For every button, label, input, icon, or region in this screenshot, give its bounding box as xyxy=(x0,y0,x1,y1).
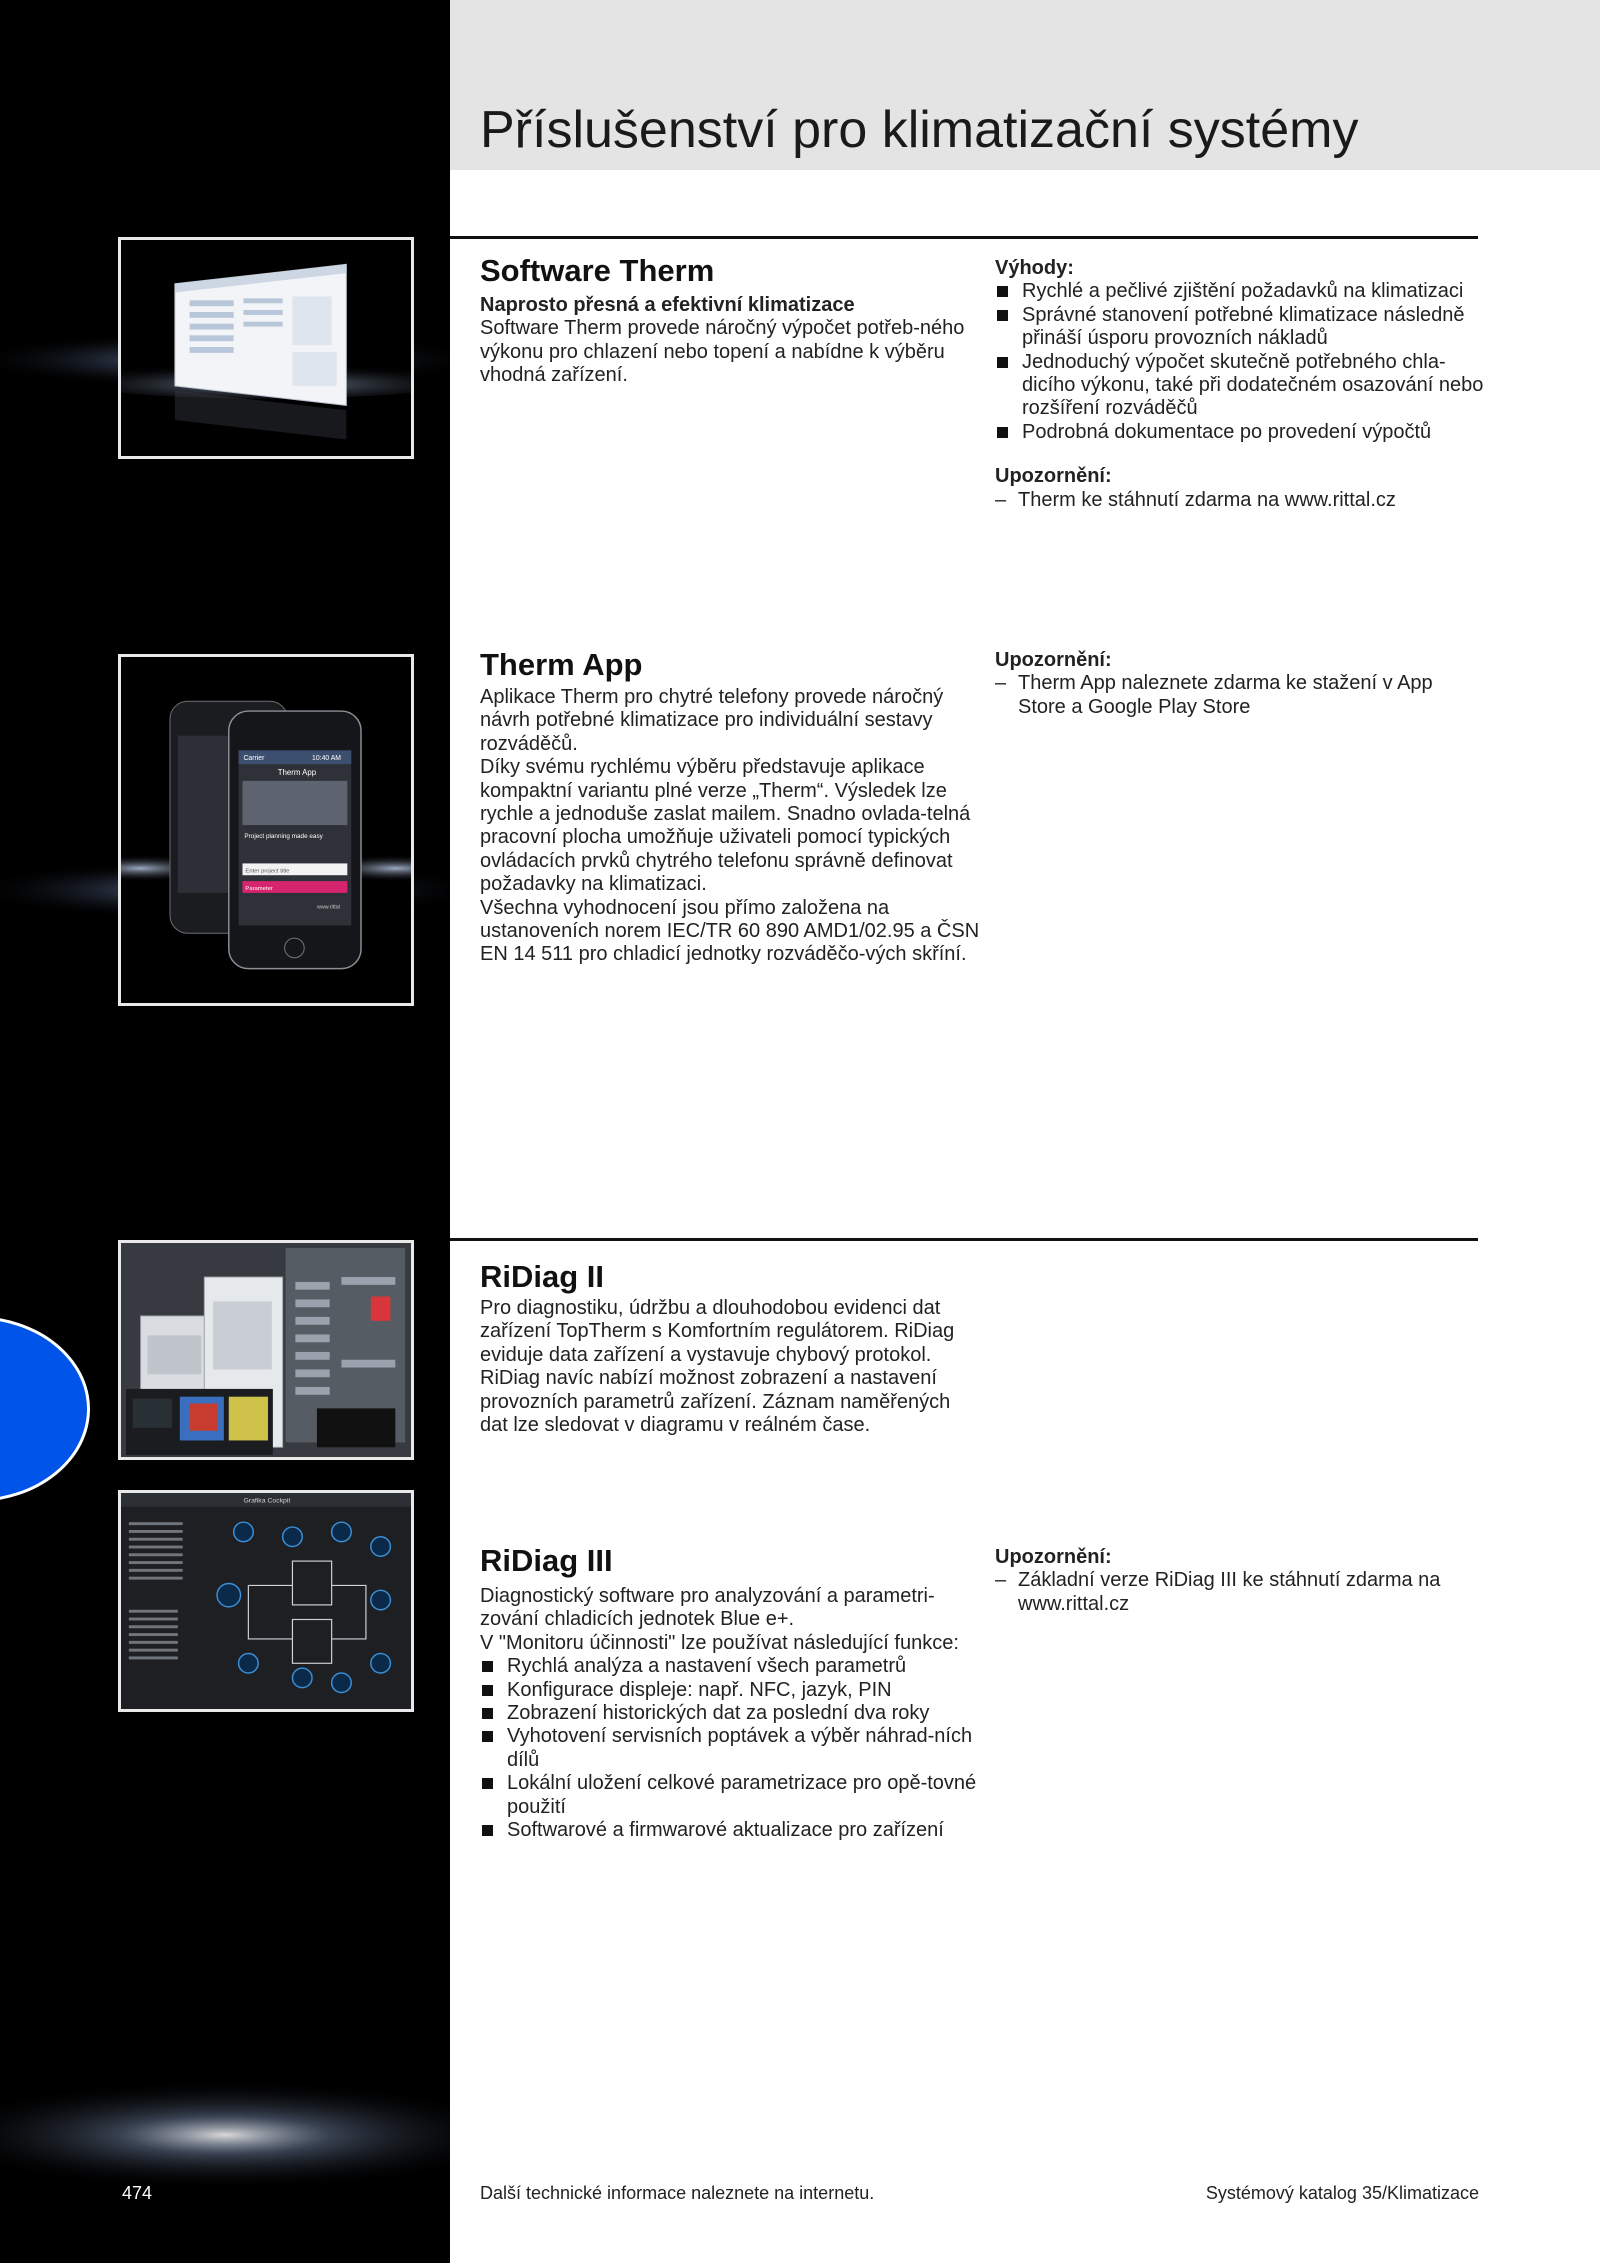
ridiag-iii-side xyxy=(995,1546,1485,1616)
phone-app-name: Therm App xyxy=(277,767,317,777)
section-divider xyxy=(450,1238,1478,1241)
advantages-list xyxy=(995,280,1485,444)
note-list xyxy=(995,1569,1485,1616)
ridiag-ii-text: Pro diagnostiku, údržbu a dlouhodobou evidenci dat zařízení TopTherm s Komfortním regulátorem. RiDiag eviduje data zařízení a vystavuje chybový protokol. RiDiag navíc nabízí možnost zobrazení a nastavení provozních parametrů zařízení. Záznam naměřených dat lze sledovat v diagramu v reálném čase. xyxy=(480,1297,955,1437)
phone-input-field: Enter project title xyxy=(245,868,290,875)
ridiag-iii-image xyxy=(118,1490,414,1712)
therm-app-title: Therm App xyxy=(480,647,643,682)
list-item: – Therm App naleznete zdarma ke stažení v App Store a Google Play Store xyxy=(995,672,1485,719)
software-therm-text: Software Therm provede náročný výpočet potřeb-ného výkonu pro chlazení nebo topení a nabídne k výběru vhodná zařízení. xyxy=(480,317,965,387)
ridiag-iii-body xyxy=(480,1585,980,1842)
therm-app-image xyxy=(118,654,414,1006)
ridiag-ii-image xyxy=(118,1240,414,1460)
note-label: Upozornění: xyxy=(995,1546,1112,1568)
software-therm-image xyxy=(118,237,414,459)
list-item: Lokální uložení celkové parametrizace pro opě-tovné použití xyxy=(480,1772,980,1819)
footer-internet-note: Další technické informace naleznete na internetu. xyxy=(480,2183,875,2203)
therm-app-text-1: Aplikace Therm pro chytré telefony provede náročný návrh potřebné klimatizace pro individuální sestavy rozváděčů. xyxy=(480,686,944,755)
list-item: Softwarové a firmwarové aktualizace pro zařízení xyxy=(480,1819,980,1842)
ridiag-ii-body xyxy=(480,1297,980,1437)
note-list xyxy=(995,489,1485,512)
list-item: Správné stanovení potřebné klimatizace následně přináší úsporu provozních nákladů xyxy=(995,304,1485,351)
features-list xyxy=(480,1655,980,1842)
software-therm-side xyxy=(995,257,1485,512)
list-item: Rychlé a pečlivé zjištění požadavků na klimatizaci xyxy=(995,280,1485,303)
phone-parameter-button: Parameter xyxy=(245,885,273,892)
list-item: Podrobná dokumentace po provedení výpočtů xyxy=(995,421,1485,444)
ridiag-iii-text-2: V "Monitoru účinnosti" lze používat následující funkce: xyxy=(480,1631,959,1654)
page-number: 474 xyxy=(122,2183,153,2203)
list-item: Jednoduchý výpočet skutečně potřebného chla-dicího výkonu, také při dodatečném osazování nebo rozšíření rozváděčů xyxy=(995,351,1485,421)
list-item: Konfigurace displeje: např. NFC, jazyk, PIN xyxy=(480,1679,980,1702)
light-streak-decoration xyxy=(0,2040,450,2230)
page-title: Příslušenství pro klimatizační systémy xyxy=(480,101,1359,159)
phone-footer-link: www.rittal xyxy=(316,904,340,911)
section-divider xyxy=(450,236,1478,239)
phone-time-label: 10:40 AM xyxy=(312,755,341,763)
therm-app-body xyxy=(480,686,980,967)
note-label: Upozornění: xyxy=(995,465,1112,488)
software-therm-lead: Naprosto přesná a efektivní klimatizace xyxy=(480,294,855,316)
list-item: – Základní verze RiDiag III ke stáhnutí zdarma na www.rittal.cz xyxy=(995,1569,1485,1616)
ridiag-iii-text-1: Diagnostický software pro analyzování a parametri-zování chladicích jednotek Blue e+. xyxy=(480,1585,935,1631)
advantages-label: Výhody: xyxy=(995,257,1074,279)
note-list xyxy=(995,672,1485,719)
note-label: Upozornění: xyxy=(995,649,1112,671)
software-therm-body xyxy=(480,294,980,388)
phone-headline: Project planning made easy xyxy=(244,832,323,840)
software-therm-title: Software Therm xyxy=(480,253,715,288)
list-item: – Therm ke stáhnutí zdarma na www.rittal.cz xyxy=(995,489,1485,512)
list-item: Zobrazení historických dat za poslední dva roky xyxy=(480,1702,980,1725)
ridiag-ii-title: RiDiag II xyxy=(480,1259,605,1294)
therm-app-text-3: Všechna vyhodnocení jsou přímo založena na ustanoveních norem IEC/TR 60 890 AMD1/02.95 a ČSN EN 14 511 pro chladicí jednotky rozváděčo-vých skříní. xyxy=(480,896,980,966)
ridiag-iii-screen-title: Grafika Cockpit xyxy=(243,1497,291,1505)
ridiag-iii-title: RiDiag III xyxy=(480,1543,613,1578)
list-item: Vyhotovení servisních poptávek a výběr náhrad-ních dílů xyxy=(480,1725,980,1772)
footer-catalog-name: Systémový katalog 35/Klimatizace xyxy=(1205,2183,1479,2203)
list-item: Rychlá analýza a nastavení všech parametrů xyxy=(480,1655,980,1678)
therm-app-side xyxy=(995,649,1485,719)
therm-app-text-2: Díky svému rychlému výběru představuje aplikace kompaktní variantu plné verze „Therm“. Výsledek lze rychle a jednoduše zaslat mailem. Snadno ovlada-telná pracovní plocha umožňuje uživateli pomocí typických ovládacích prvků chytrého telefonu správně definovat požadavky na klimatizaci. xyxy=(480,756,971,896)
phone-carrier-label: Carrier xyxy=(243,755,265,763)
